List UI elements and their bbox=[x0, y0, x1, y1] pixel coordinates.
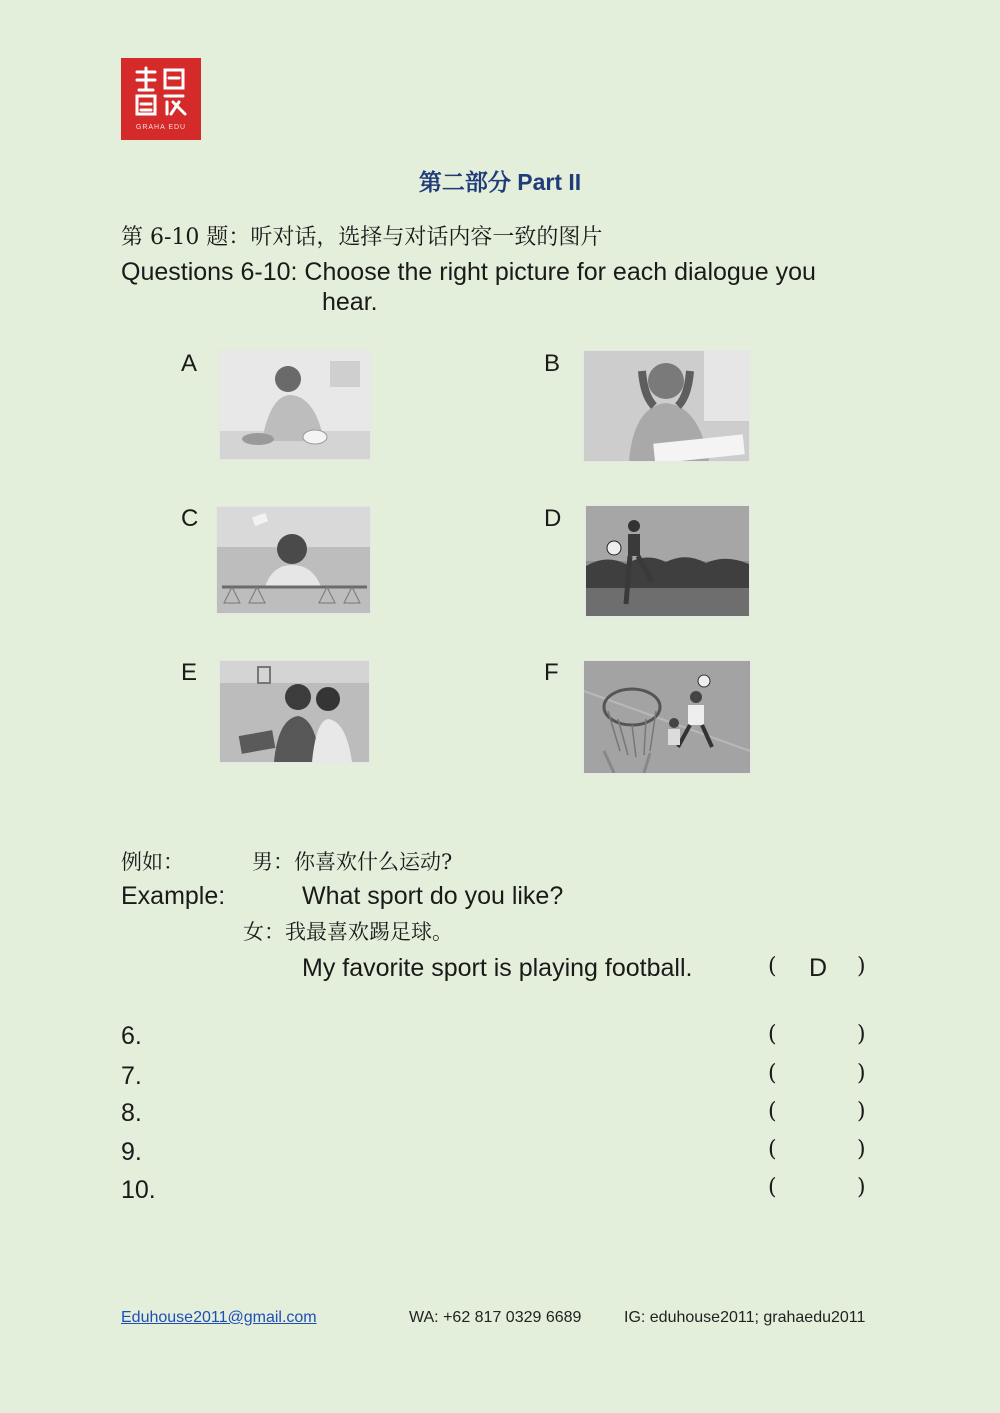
man-cooking-icon bbox=[220, 351, 370, 459]
picture-label-e: E bbox=[181, 659, 198, 686]
picture-label-d: D bbox=[544, 505, 562, 532]
graha-edu-logo bbox=[121, 58, 201, 140]
picture-label-b: B bbox=[544, 350, 561, 377]
logo-subtitle: GRAHA EDU bbox=[135, 124, 187, 131]
example-label-chinese: 例如： bbox=[121, 850, 184, 874]
picture-c bbox=[216, 506, 371, 614]
example-answer-letter: D bbox=[809, 954, 828, 982]
question-8-answer-blank[interactable] bbox=[788, 1099, 852, 1129]
picture-label-c: C bbox=[181, 505, 199, 532]
question-9-number: 9. bbox=[121, 1138, 142, 1166]
question-10-answer-blank[interactable] bbox=[788, 1175, 852, 1205]
question-10-open-paren: ( bbox=[768, 1175, 777, 1200]
picture-f bbox=[583, 660, 751, 774]
picture-d bbox=[585, 505, 750, 617]
question-7-close-paren: ) bbox=[857, 1061, 866, 1086]
question-7-open-paren: ( bbox=[768, 1061, 777, 1086]
woman-shopping-icon bbox=[217, 507, 370, 613]
question-9-close-paren: ) bbox=[857, 1137, 866, 1162]
footer-whatsapp: WA: +62 817 0329 6689 bbox=[409, 1309, 582, 1326]
footer-instagram: IG: eduhouse2011; grahaedu2011 bbox=[624, 1309, 866, 1326]
question-8-open-paren: ( bbox=[768, 1099, 777, 1124]
question-7-answer-blank[interactable] bbox=[788, 1061, 852, 1091]
question-10-number: 10. bbox=[121, 1176, 156, 1204]
stressed-woman-icon bbox=[584, 351, 749, 461]
instructions-english-continued: hear. bbox=[322, 288, 378, 316]
picture-e bbox=[219, 660, 370, 763]
question-8-number: 8. bbox=[121, 1099, 142, 1127]
question-7-number: 7. bbox=[121, 1062, 142, 1090]
picture-a bbox=[219, 350, 371, 460]
instructions-chinese: 第 6-10 题：听对话，选择与对话内容一致的图片 bbox=[121, 225, 603, 250]
picture-b bbox=[583, 350, 750, 462]
question-6-answer-blank[interactable] bbox=[788, 1022, 852, 1052]
question-10-close-paren: ) bbox=[857, 1175, 866, 1200]
part-title: 第二部分 Part II bbox=[418, 169, 582, 195]
couple-on-bus-icon bbox=[220, 661, 369, 762]
girl-football-icon bbox=[586, 506, 749, 616]
footer-email-link[interactable]: Eduhouse2011@gmail.com bbox=[121, 1309, 317, 1326]
instructions-english: Questions 6-10: Choose the right picture for each dialogue you bbox=[121, 258, 816, 286]
example-question-chinese: 男：你喜欢什么运动? bbox=[252, 850, 453, 874]
example-answer-chinese: 女：我最喜欢踢足球。 bbox=[243, 920, 453, 944]
question-8-close-paren: ) bbox=[857, 1099, 866, 1124]
basketball-icon bbox=[584, 661, 750, 773]
question-6-close-paren: ) bbox=[857, 1022, 866, 1047]
question-9-open-paren: ( bbox=[768, 1137, 777, 1162]
question-6-number: 6. bbox=[121, 1022, 142, 1050]
logo-calligraphy-icon bbox=[133, 66, 189, 118]
example-question-english: What sport do you like? bbox=[302, 882, 564, 910]
example-label-english: Example: bbox=[121, 882, 226, 910]
question-6-open-paren: ( bbox=[768, 1022, 777, 1047]
example-open-paren: ( bbox=[768, 954, 777, 979]
picture-label-f: F bbox=[544, 659, 559, 686]
example-close-paren: ) bbox=[857, 954, 866, 979]
picture-label-a: A bbox=[181, 350, 198, 377]
question-9-answer-blank[interactable] bbox=[788, 1137, 852, 1167]
example-answer-english: My favorite sport is playing football. bbox=[302, 954, 693, 982]
